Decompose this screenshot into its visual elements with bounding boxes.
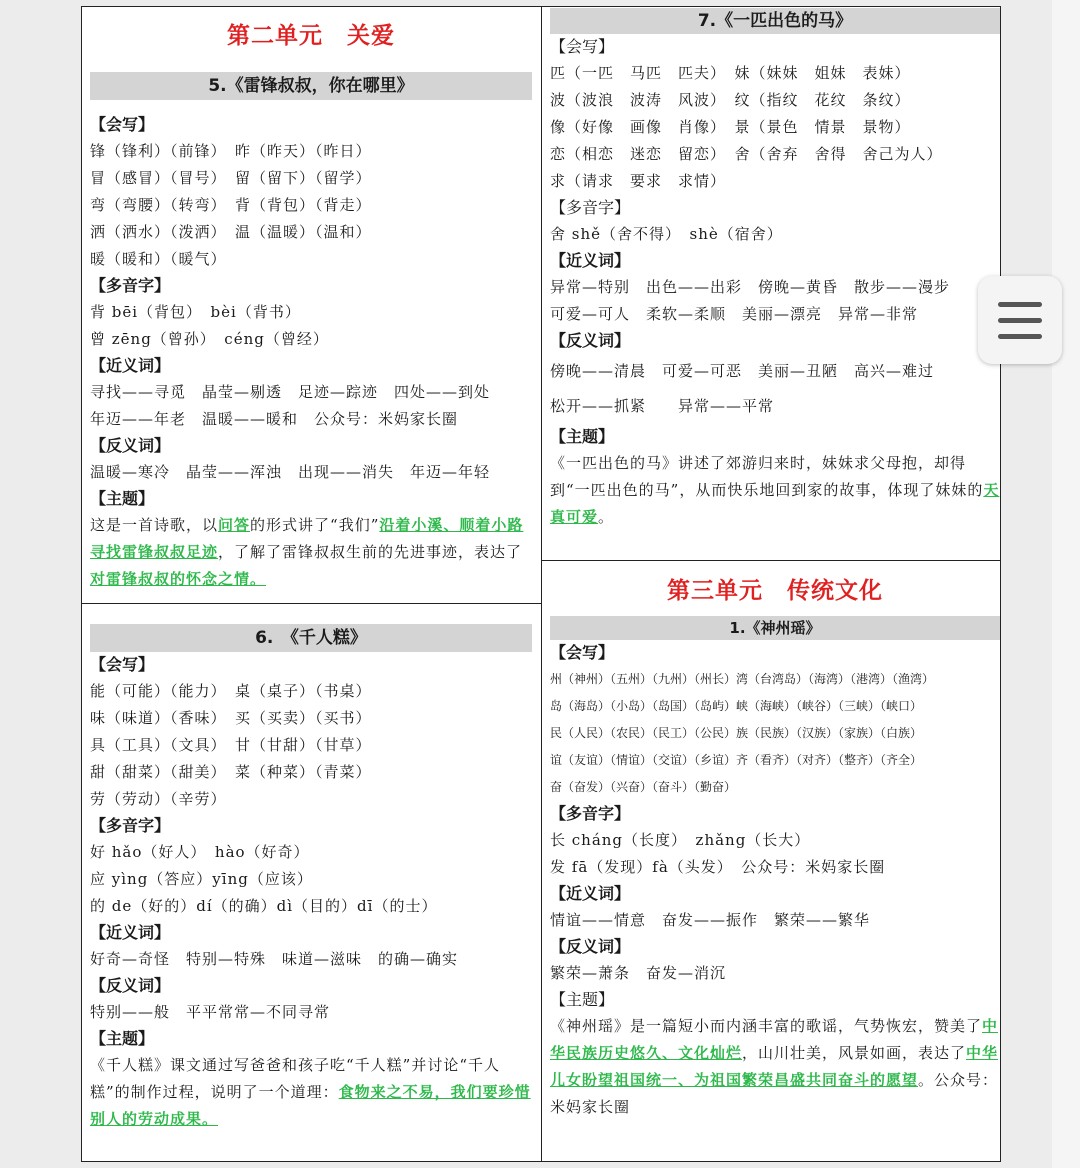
heading-write: 【会写】 [90,655,155,674]
heading-polyphone: 【多音字】 [550,804,631,823]
polyphone-line: 发 fā（发现）fà（头发） 公众号：米妈家长圈 [550,858,886,876]
write-line: 奋（奋发）（兴奋）（奋斗）（勤奋） [550,780,737,794]
antonym-line: 繁荣—萧条 奋发—消沉 [550,964,727,982]
heading-write: 【会写】 [90,115,155,134]
polyphone-line: 长 cháng（长度） zhǎng（长大） [550,831,811,849]
unit3-title: 第三单元 传统文化 [667,578,883,604]
write-line: 暖（暖和）（暖气） [90,250,227,268]
write-line: 洒（洒水）（泼洒） 温（温暖）（温和） [90,223,372,241]
heading-write: 【会写】 [550,643,615,662]
synonym-line: 情谊——情意 奋发——振作 繁荣——繁华 [550,911,871,929]
lesson7-section [550,8,1000,531]
unit3-lesson1-title: 1.《神州瑶》 [550,616,1000,640]
synonym-line: 年迈——年老 温暖——暖和 公众号：米妈家长圈 [90,410,459,428]
write-line: 州（神州）（五州）（九州）（州长）湾（台湾岛）（海湾）（港湾）（渔湾） [550,672,935,686]
write-line: 冒（感冒）（冒号） 留（留下）（留学） [90,169,372,187]
divider-right [542,560,1001,561]
antonym-line: 松开——抓紧 异常——平常 [550,397,775,415]
write-line: 民（人民）（农民）（民工）（公民）族（民族）（汉族）（家族）（白族） [550,726,923,740]
write-line: 匹（一匹 马匹 匹夫） 妹（妹妹 姐妹 表妹） [550,64,911,82]
write-line: 具（工具）（文具） 甘（甘甜）（甘草） [90,736,372,754]
write-line: 甜（甜菜）（甜美） 菜（种菜）（青菜） [90,763,372,781]
heading-antonyms: 【反义词】 [550,937,631,956]
heading-antonyms: 【反义词】 [90,976,171,995]
heading-polyphone: 【多音字】 [550,198,631,217]
unit2-title: 第二单元 关爱 [227,23,395,49]
heading-synonyms: 【近义词】 [550,251,631,270]
write-line: 恋（相恋 迷恋 留恋） 舍（舍弃 舍得 舍己为人） [550,145,943,163]
write-line: 岛（海岛）（小岛）（岛国）（岛屿）峡（海峡）（峡谷）（三峡）（峡口） [550,699,923,713]
lesson5-title: 5.《雷锋叔叔，你在哪里》 [90,72,532,100]
heading-synonyms: 【近义词】 [550,884,631,903]
heading-theme: 【主题】 [550,990,615,1009]
polyphone-line: 的 de（好的）dí（的确）dì（目的）dī（的士） [90,897,438,915]
synonym-line: 异常—特别 出色——出彩 傍晚—黄昏 散步——漫步 [550,278,951,296]
write-line: 锋（锋利）（前锋） 昨（昨天）（昨日） [90,142,372,160]
column-divider [541,6,542,1162]
heading-antonyms: 【反义词】 [90,436,171,455]
polyphone-line: 背 bēi（背包） bèi（背书） [90,303,301,321]
heading-synonyms: 【近义词】 [90,356,171,375]
theme-paragraph: 《神州瑶》是一篇短小而内涵丰富的歌谣，气势恢宏，赞美了中华民族历史悠久、文化灿烂，山川壮美，风景如画，表达了中华儿女盼望祖国统一、为祖国繁荣昌盛共同奋斗的愿望。公众号：米妈家长圈 [550,1017,999,1116]
write-line: 像（好像 画像 肖像） 景（景色 情景 景物） [550,118,911,136]
write-line: 波（波浪 波涛 风波） 纹（指纹 花纹 条纹） [550,91,911,109]
lesson5-section [90,14,532,593]
write-line: 劳（劳动）（辛劳） [90,790,227,808]
antonym-line: 温暖—寒冷 晶莹——浑浊 出现——消失 年迈—年轻 [90,463,491,481]
antonym-line: 特别——般 平平常常—不同寻常 [90,1003,331,1021]
lesson7-title: 7.《一匹出色的马》 [550,8,1000,34]
theme-paragraph: 《千人糕》课文通过写爸爸和孩子吃“千人糕”并讨论“千人糕”的制作过程，说明了一个道理：食物来之不易，我们要珍惜别人的劳动成果。 [90,1056,531,1128]
scroll-gutter [1052,0,1080,1168]
heading-polyphone: 【多音字】 [90,816,171,835]
theme-paragraph: 这是一首诗歌，以问答的形式讲了“我们”沿着小溪、顺着小路寻找雷锋叔叔足迹，了解了雷锋叔叔生前的先进事迹，表达了对雷锋叔叔的怀念之情。 [90,516,524,588]
write-line: 能（可能）（能力） 桌（桌子）（书桌） [90,682,372,700]
heading-synonyms: 【近义词】 [90,923,171,942]
hamburger-menu-button[interactable] [978,276,1062,364]
polyphone-line: 舍 shě（舍不得） shè（宿舍） [550,225,783,243]
hamburger-menu-icon [998,302,1042,307]
polyphone-line: 曾 zēng（曾孙） céng（曾经） [90,330,329,348]
synonym-line: 寻找——寻觅 晶莹—剔透 足迹—踪迹 四处——到处 [90,383,491,401]
write-line: 求（请求 要求 求情） [550,172,727,190]
divider-left [81,603,542,604]
polyphone-line: 应 yìng（答应）yīng（应该） [90,870,313,888]
write-line: 弯（弯腰）（转弯） 背（背包）（背走） [90,196,372,214]
synonym-line: 可爱—可人 柔软—柔顺 美丽—漂亮 异常—非常 [550,305,919,323]
heading-polyphone: 【多音字】 [90,276,171,295]
hamburger-menu-icon [998,318,1042,323]
unit3-lesson1-section [550,570,1000,1121]
heading-theme: 【主题】 [90,1029,155,1048]
write-line: 谊（友谊）（情谊）（交谊）（乡谊）齐（看齐）（对齐）（整齐）（齐全） [550,753,923,767]
heading-antonyms: 【反义词】 [550,331,631,350]
theme-paragraph: 《一匹出色的马》讲述了郊游归来时，妹妹求父母抱，却得到“一匹出色的马”，从而快乐地回到家的故事，体现了妹妹的天真可爱。 [550,454,1000,526]
heading-write: 【会写】 [550,37,615,56]
lesson6-section [90,624,532,1133]
heading-theme: 【主题】 [90,489,155,508]
heading-theme: 【主题】 [550,427,615,446]
lesson6-title: 6. 《千人糕》 [90,624,532,652]
synonym-line: 好奇—奇怪 特别—特殊 味道—滋味 的确—确实 [90,950,459,968]
hamburger-menu-icon [998,334,1042,339]
write-line: 味（味道）（香味） 买（买卖）（买书） [90,709,372,727]
polyphone-line: 好 hǎo（好人） hào（好奇） [90,843,310,861]
antonym-line: 傍晚——清晨 可爱—可恶 美丽—丑陋 高兴—难过 [550,362,935,380]
